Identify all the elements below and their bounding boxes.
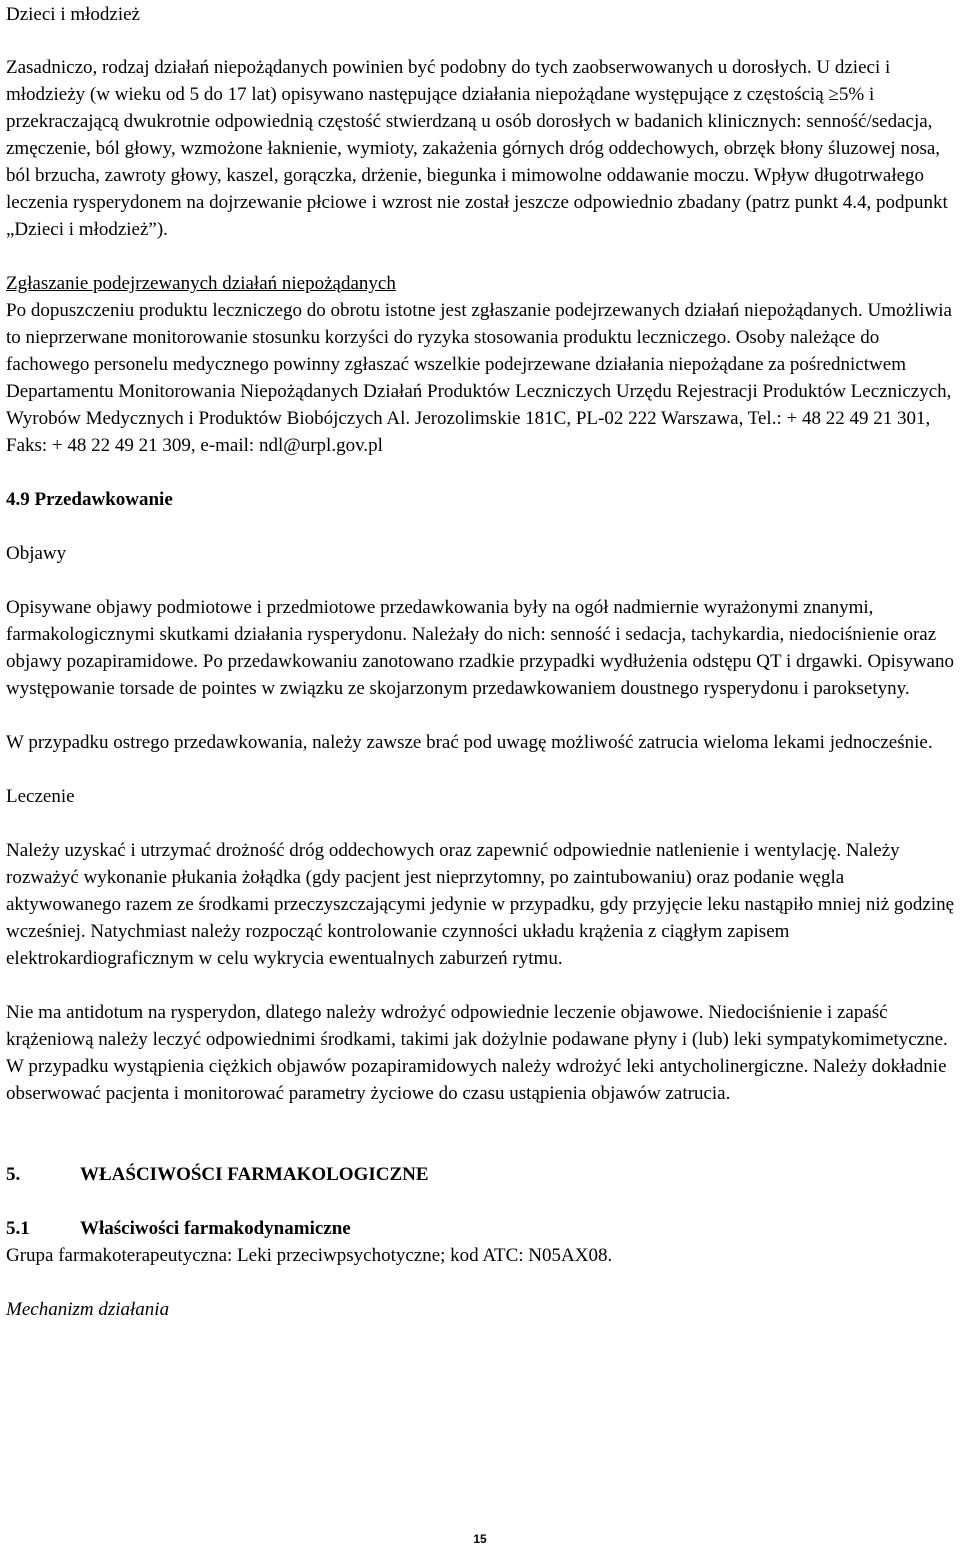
document-page [6,0,958,1323]
reporting-paragraph: Po dopuszczeniu produktu leczniczego do obrotu istotne jest zgłaszanie podejrzewanych działań niepożądanych. Umożliwia to nieprzerwane monitorowanie stosunku korzyści do ryzyka stosowania produktu leczniczego. Osoby należące do fachowego personelu medycznego powinny zgłaszać wszelkie podejrzewane działania niepożądane za pośrednictwem Departamentu Monitorowania Niepożądanych Działań Produktów Leczniczych Urzędu Rejestracji Produktów Leczniczych, Wyrobów Medycznych i Produktów Biobójczych Al. Jerozolimskie 181C, PL-02 222 Warszawa, Tel.: + 48 22 49 21 301, Faks: + 48 22 49 21 309, e-mail: ndl@urpl.gov.pl [6,300,952,456]
section-5-title: WŁAŚCIWOŚCI FARMAKOLOGICZNE [80,1164,429,1185]
treatment-paragraph-1: Należy uzyskać i utrzymać drożność dróg oddechowych oraz zapewnić odpowiednie natlenienie i wentylację. Należy rozważyć wykonanie płukania żołądka (gdy pacjent jest nieprzytomny, po zaintubowaniu) oraz podanie węgla aktywowanego razem ze środkami przeczyszczającymi jedynie w przypadku, gdy przyjęcie leku nastąpiło mniej niż godzinę wcześniej. Natychmiast należy rozpocząć kontrolowanie czynności układu krążenia z ciągłym zapisem elektrokardiograficznym w celu wykrycia ewentualnych zaburzeń rytmu. [6,840,955,969]
symptoms-paragraph-1: Opisywane objawy podmiotowe i przedmiotowe przedawkowania były na ogół nadmiernie wyrażonymi znanymi, farmakologicznymi skutkami działania rysperydonu. Należały do nich: senność i sedacja, tachykardia, niedociśnienie oraz objawy pozapiramidowe. Po przedawkowaniu zanotowano rzadkie przypadki wydłużenia odstępu QT i drgawki. Opisywano występowanie torsade de pointes w związku ze skojarzonym przedawkowaniem doustnego rysperydonu i paroksetyny. [6,597,954,699]
symptoms-paragraph-2: W przypadku ostrego przedawkowania, należy zawsze brać pod uwagę możliwość zatrucia wieloma lekami jednocześnie. [6,732,933,753]
mechanism-heading: Mechanizm działania [6,1299,170,1320]
section-5-1-number: 5.1 [6,1218,30,1239]
section-5-number: 5. [6,1164,21,1185]
treatment-heading: Leczenie [6,786,75,807]
section-5-1-title: Właściwości farmakodynamiczne [80,1218,351,1239]
page-number: 15 [473,1532,487,1546]
children-paragraph: Zasadniczo, rodzaj działań niepożądanych powinien być podobny do tych zaobserwowanych u dorosłych. U dzieci i młodzieży (w wieku od 5 do 17 lat) opisywano następujące działania niepożądane występujące z częstością ≥5% i przekraczającą dwukrotnie odpowiednią częstość stwierdzaną u osób dorosłych w badanich klinicznych: senność/sedacja, zmęczenie, ból głowy, wzmożone łaknienie, wymioty, zakażenia górnych dróg oddechowych, obrzęk błony śluzowej nosa, ból brzucha, zawroty głowy, kaszel, gorączka, drżenie, biegunka i mimowolne oddawanie moczu. Wpływ długotrwałego leczenia rysperydonem na dojrzewanie płciowe i wzrost nie został jeszcze odpowiednio zbadany (patrz punkt 4.4, podpunkt „Dzieci i młodzież”). [6,57,948,240]
symptoms-heading: Objawy [6,543,67,564]
section-5-1-heading [6,1215,958,1242]
section-5-heading [6,1161,958,1188]
reporting-heading: Zgłaszanie podejrzewanych działań niepożądanych [6,273,396,294]
treatment-paragraph-2: Nie ma antidotum na rysperydon, dlatego należy wdrożyć odpowiednie leczenie objawowe. Niedociśnienie i zapaść krążeniową należy leczyć odpowiednimi środkami, takimi jak dożylnie podawane płyny i (lub) leki sympatykomimetyczne. W przypadku wystąpienia ciężkich objawów pozapiramidowych należy wdrożyć leki antycholinergiczne. Należy dokładnie obserwować pacjenta i monitorować parametry życiowe do czasu ustąpienia objawów zatrucia. [6,1002,948,1104]
pharmacotherapeutic-group: Grupa farmakoterapeutyczna: Leki przeciwpsychotyczne; kod ATC: N05AX08. [6,1245,613,1266]
children-heading: Dzieci i młodzież [6,4,140,25]
overdose-heading: 4.9 Przedawkowanie [6,489,173,510]
